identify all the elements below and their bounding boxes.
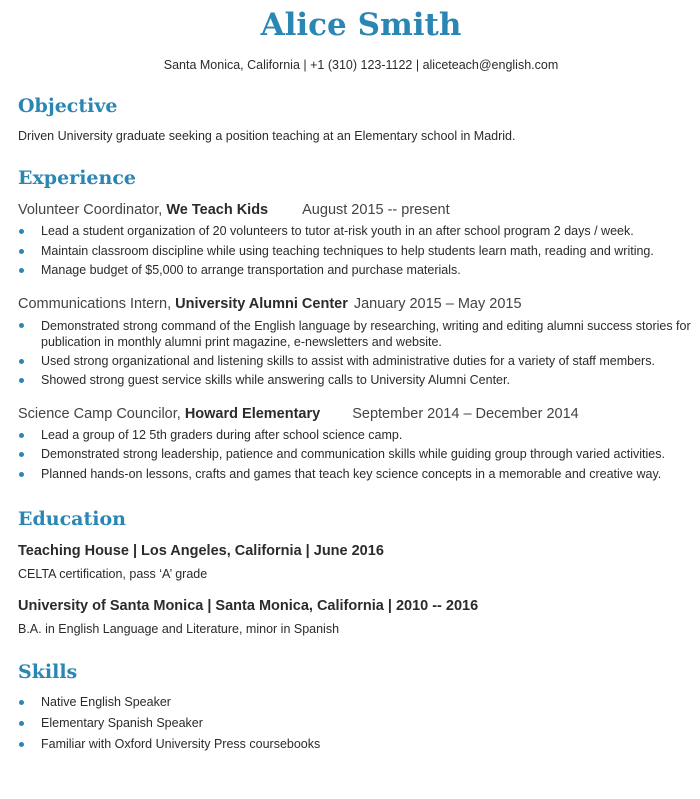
objective-title: Objective	[18, 95, 118, 117]
bullet-icon	[19, 742, 24, 747]
skill-text: Elementary Spanish Speaker	[41, 716, 203, 730]
list-item	[18, 465, 694, 485]
education-entry	[18, 542, 694, 582]
list-item	[18, 222, 694, 242]
job-role: Communications Intern,	[18, 295, 176, 312]
bullet-icon	[19, 229, 24, 234]
job-role: Science Camp Councilor,	[18, 405, 185, 422]
bullet-text: Showed strong guest service skills while answering calls to University Alumni Center.	[41, 373, 510, 387]
bullet-icon	[19, 323, 24, 328]
education-title: Education	[18, 508, 126, 530]
education-detail: CELTA certification, pass ‘A’ grade	[18, 567, 208, 581]
education-section	[18, 508, 694, 637]
job-organization: Howard Elementary	[184, 405, 321, 422]
bullet-text: Demonstrated strong command of the English language by researching, writing and editing alumni success stories for publication in monthly alumni print magazine, e-newsletters and website.	[41, 318, 691, 349]
bullet-icon	[19, 378, 24, 383]
bullet-text: Manage budget of $5,000 to arrange transportation and purchase materials.	[41, 263, 461, 277]
job-heading	[18, 201, 694, 219]
candidate-name: Alice Smith	[260, 7, 462, 43]
bullet-text: Lead a group of 12 5th graders during after school science camp.	[41, 427, 403, 442]
job-dates: August 2015 -- present	[302, 202, 450, 218]
job-bullets	[18, 222, 694, 281]
skills-section	[18, 661, 694, 755]
job-role: Volunteer Coordinator,	[18, 202, 167, 218]
bullet-text: Demonstrated strong leadership, patience and communication skills while guiding group through varied activities.	[41, 447, 665, 461]
list-item	[18, 445, 694, 465]
bullet-text: Planned hands-on lessons, crafts and games that teach key science concepts in a memorable and creative way.	[41, 466, 662, 481]
bullet-icon	[19, 249, 24, 254]
list-item	[18, 692, 694, 713]
bullet-icon	[19, 359, 24, 364]
skills-list	[18, 692, 694, 755]
bullet-text: Maintain classroom discipline while using teaching techniques to help students learn math, reading and writing.	[41, 243, 654, 258]
skill-text: Familiar with Oxford University Press coursebooks	[41, 737, 321, 751]
education-entry	[18, 597, 694, 637]
bullet-text: Used strong organizational and listening skills to assist with administrative duties for a variety of staff members.	[41, 353, 655, 368]
job-entry	[18, 405, 694, 485]
bullet-icon	[19, 472, 24, 477]
objective-section	[18, 95, 694, 144]
job-bullets	[18, 426, 694, 485]
experience-title: Experience	[18, 167, 136, 189]
bullet-icon	[19, 721, 24, 726]
job-organization: University Alumni Center	[175, 295, 348, 312]
bullet-icon	[19, 268, 24, 273]
job-heading	[18, 405, 694, 423]
list-item	[18, 352, 694, 372]
list-item	[18, 242, 694, 262]
objective-text: Driven University graduate seeking a position teaching at an Elementary school in Madrid.	[18, 129, 516, 143]
education-detail: B.A. in English Language and Literature, minor in Spanish	[18, 622, 340, 636]
contact-line: Santa Monica, California | +1 (310) 123-1122 | aliceteach@english.com	[163, 58, 559, 72]
job-entry	[18, 201, 694, 281]
bullet-text: Lead a student organization of 20 volunteers to tutor at-risk youth in an after school program 2 days / week.	[41, 224, 634, 238]
job-dates: January 2015 – May 2015	[353, 295, 522, 312]
list-item	[18, 426, 694, 446]
job-entry	[18, 295, 694, 391]
education-heading: Teaching House | Los Angeles, California | June 2016	[18, 543, 384, 559]
bullet-icon	[19, 700, 24, 705]
education-heading: University of Santa Monica | Santa Monica, California | 2010 -- 2016	[18, 598, 479, 614]
list-item	[18, 371, 694, 391]
job-dates: September 2014 – December 2014	[352, 405, 579, 422]
experience-section	[18, 167, 694, 484]
skills-title: Skills	[18, 661, 78, 683]
job-heading	[18, 295, 694, 313]
list-item	[18, 734, 694, 755]
job-bullets	[18, 316, 694, 391]
bullet-icon	[19, 452, 24, 457]
list-item	[18, 261, 694, 281]
job-organization: We Teach Kids	[166, 202, 269, 218]
list-item	[18, 713, 694, 734]
skill-text: Native English Speaker	[41, 695, 171, 709]
list-item	[18, 316, 694, 352]
bullet-icon	[19, 433, 24, 438]
